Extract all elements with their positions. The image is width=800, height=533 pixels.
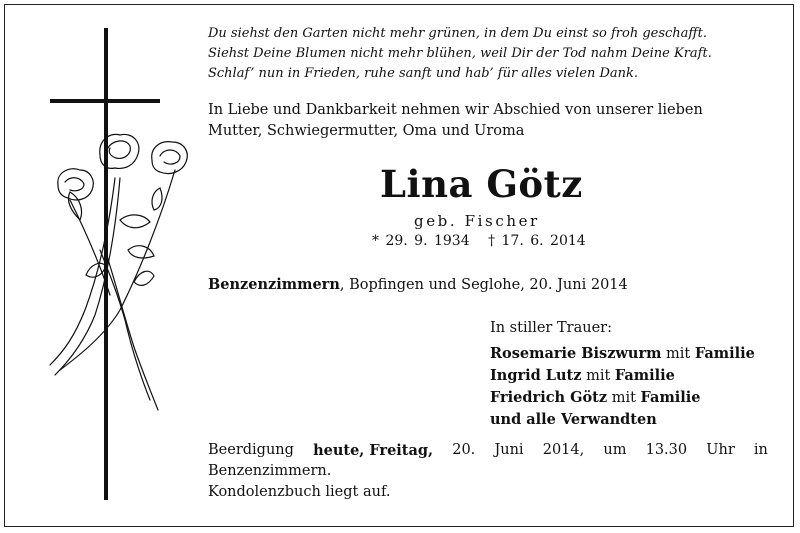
mourner-family: Familie [640, 389, 701, 406]
poem [208, 24, 712, 84]
mourner-row [490, 343, 755, 365]
mourning-list [490, 318, 755, 431]
funeral-word: Uhr [706, 442, 735, 458]
place-rest: , Bopfingen und Seglohe, 20. Juni 2014 [339, 277, 628, 293]
funeral-word: Juni [494, 442, 524, 458]
poem-line: Du siehst den Garten nicht mehr grünen, in dem Du einst so froh geschafft. [208, 26, 707, 41]
mourner-row [490, 365, 755, 387]
poem-line: Schlaf’ nun in Frieden, ruhe sanft und hab’ für alles vielen Dank. [208, 66, 639, 81]
funeral-word: Beerdigung [208, 442, 294, 458]
funeral-word: 2014, [542, 442, 585, 458]
funeral-word: in [753, 442, 768, 458]
poem-line: Siehst Deine Blumen nicht mehr blühen, weil Dir der Tod nahm Deine Kraft. [208, 46, 712, 61]
funeral-word: 13.30 [645, 442, 688, 458]
place-bold: Benzenzimmern [208, 276, 340, 293]
mourner-row [490, 387, 755, 409]
mourner-connector: mit [661, 346, 695, 362]
birth-date: * 29. 9. 1934 [372, 233, 470, 249]
condolence-note: Kondolenzbuch liegt auf. [208, 484, 391, 500]
funeral-line [208, 440, 768, 461]
funeral-day: heute, Freitag, [313, 442, 434, 459]
mourner-family: Familie [694, 345, 755, 362]
death-date: † 17. 6. 2014 [488, 233, 586, 249]
cross-with-roses-icon [40, 20, 190, 510]
funeral-word: 20. [452, 442, 476, 458]
funeral-word: um [603, 442, 627, 458]
mourner-name: Friedrich Götz [490, 389, 608, 406]
mourner-row [490, 409, 755, 431]
deceased-name: Lina Götz [380, 162, 583, 206]
mourner-connector: mit [581, 368, 615, 384]
mourner-family: Familie [614, 367, 675, 384]
mourner-connector: mit [607, 390, 641, 406]
mourner-name: Ingrid Lutz [490, 367, 582, 384]
intro-line: In Liebe und Dankbarkeit nehmen wir Abschied von unserer lieben [208, 102, 703, 118]
life-dates [372, 233, 598, 249]
mourner-name: und alle Verwandten [490, 411, 657, 428]
intro-line: Mutter, Schwiegermutter, Oma und Uroma [208, 123, 525, 139]
birth-name: geb. Fischer [414, 212, 540, 230]
intro-text [208, 100, 703, 142]
funeral-line: Benzenzimmern. [208, 463, 332, 479]
mourning-header: In stiller Trauer: [490, 320, 612, 336]
mourner-name: Rosemarie Biszwurm [490, 345, 662, 362]
place-and-date [208, 276, 628, 293]
funeral-info [208, 440, 768, 503]
